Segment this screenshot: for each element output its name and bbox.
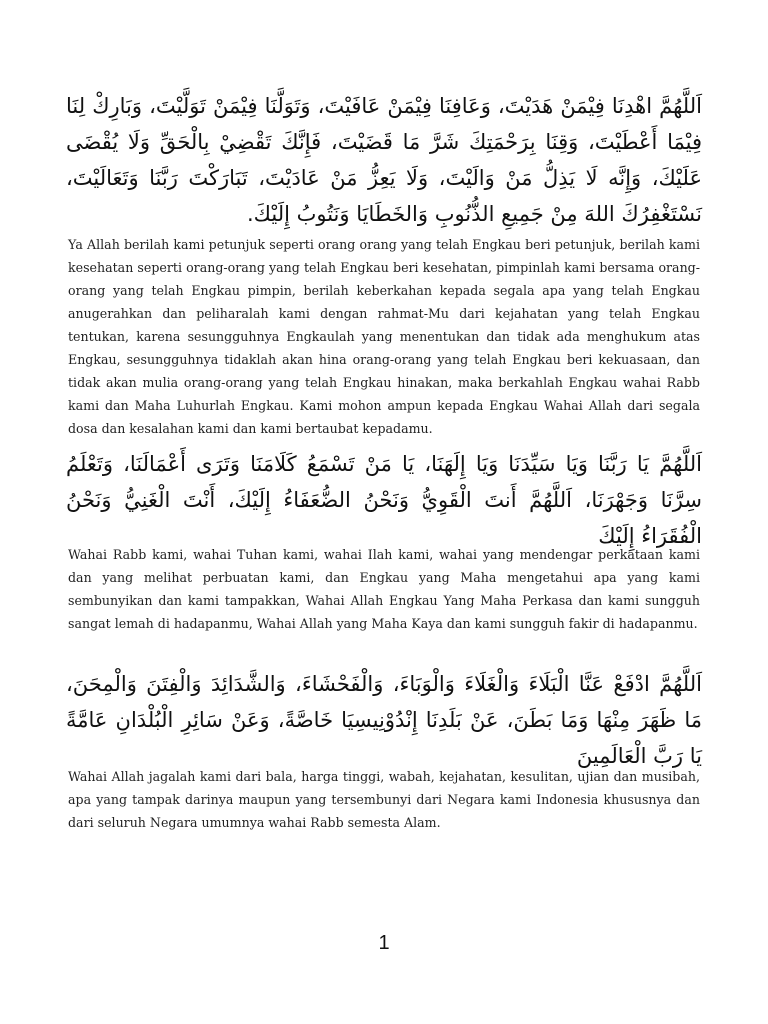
arabic-prayer-2: اَللَّهُمَّ يَا رَبَّنَا وَيَا سَيِّدَنَا وَيَا إِلَهَنَا، يَا مَنْ تَسْمَعُ كَلَامَنَا وَتَرَى أَعْمَالَنَا، وَتَعْلَمُ سِرَّنَا وَجَهْرَنَا، اَللَّهُمَّ أَنتَ الْقَوِيُّ وَنَحْنُ الضُّعَفَاءُ إِلَيْكَ، أَنْتَ الْغَنِيُّ وَنَحْنُ الْفُقَرَاءُ إِلَيْكَ	[66, 452, 702, 548]
translation-paragraph-2: Wahai Rabb kami, wahai Tuhan kami, wahai Ilah kami, wahai yang mendengar perkataan kami dan yang melihat perbuatan kami, dan Engkau yang Maha mengetahui apa yang kami sembunyikan dan kami tampakkan, Wahai Allah Engkau Yang Maha Perkasa dan kami sungguh sangat lemah di hadapanmu, Wahai Allah yang Maha Kaya dan kami sungguh fakir di hadapanmu.	[68, 547, 700, 631]
arabic-prayer-3: اَللَّهُمَّ ادْفَعْ عَنَّا الْبَلَاءَ وَالْغَلَاءَ وَالْوَبَاءَ، وَالْفَحْشَاءَ، وَالشَّدَائِدَ وَالْفِتَنَ وَالْمِحَنَ، مَا ظَهَرَ مِنْهَا وَمَا بَطَنَ، عَنْ بَلَدِنَا إِنْدُوْنِيسِيَا خَاصَّةً، وَعَنْ سَائِرِ الْبُلْدَانِ عَامَّةً يَا رَبَّ الْعَالَمِينَ	[66, 672, 702, 768]
arabic-prayer-1: اَللَّهُمَّ اهْدِنَا فِيْمَنْ هَدَيْتَ، وَعَافِنَا فِيْمَنْ عَافَيْتَ، وَتَوَلَّنَا فِيْمَنْ تَوَلَّيْتَ، وَبَارِكْ لِنَا فِيْمَا أَعْطَيْتَ، وَقِنَا بِرَحْمَتِكَ شَرَّ مَا قَضَيْتَ، فَإِنَّكَ تَقْضِيْ بِالْحَقِّ وَلَا يُقْضَى عَلَيْكَ، وَإِنَّه لَا يَذِلُّ مَنْ وَالَيْتَ، وَلَا يَعِزُّ مَنْ عَادَيْتَ، تَبَارَكْتَ رَبَّنَا وَتَعَالَيْتَ، نَسْتَغْفِرُكَ اللهَ مِنْ جَمِيعِ الذُّنُوبِ وَالخَطَايَا وَنَتُوبُ إِلَيْكَ.	[66, 94, 702, 226]
translation-paragraph-3: Wahai Allah jagalah kami dari bala, harga tinggi, wabah, kejahatan, kesulitan, ujian dan musibah, apa yang tampak darinya maupun yang tersembunyi dari Negara kami Indonesia khususnya dan dari seluruh Negara umumnya wahai Rabb semesta Alam.	[68, 769, 700, 830]
page-number: 1	[378, 932, 390, 954]
translation-paragraph-1: Ya Allah berilah kami petunjuk seperti orang orang yang telah Engkau beri petunjuk, berilah kami kesehatan seperti orang-orang yang telah Engkau beri kesehatan, pimpinlah kami bersama orang-orang yang telah Engkau pimpin, berilah keberkahan kepada segala apa yang telah Engkau anugerahkan dan peliharalah kami dengan rahmat-Mu dari kejahatan yang telah Engkau tentukan, karena sesungguhnya Engkaulah yang menentukan dan tidak ada menghukum atas Engkau, sesungguhnya tidaklah akan hina orang-orang yang telah Engkau beri kekuasaan, dan tidak akan mulia orang-orang yang telah Engkau hinakan, maka berkahlah Engkau wahai Rabb kami dan Maha Luhurlah Engkau. Kami mohon ampun kepada Engkau Wahai Allah dari segala dosa dan kesalahan kami dan kami bertaubat kepadamu.	[68, 237, 700, 436]
